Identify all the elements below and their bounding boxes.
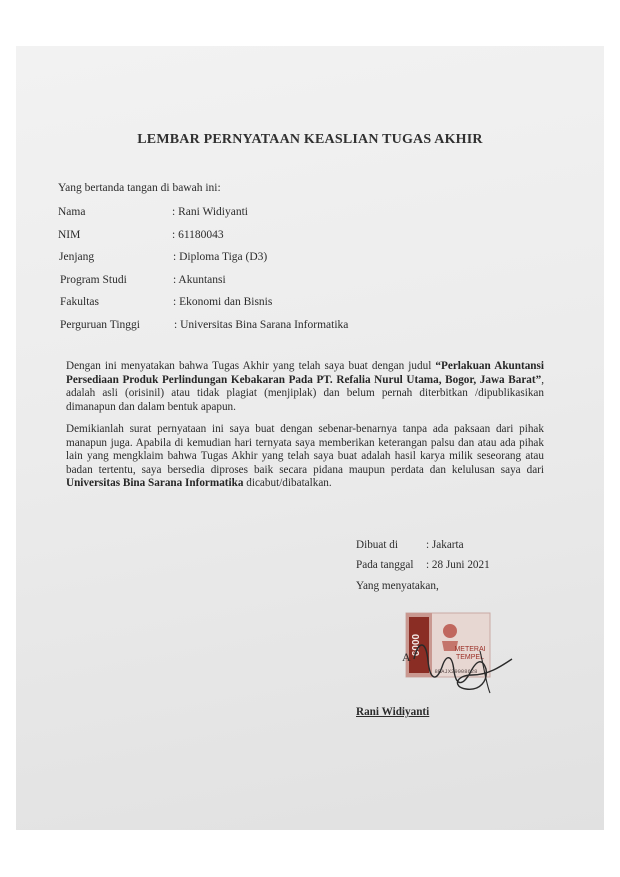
university-name: Universitas Bina Sarana Informatika — [66, 477, 244, 490]
field-label: Program Studi — [60, 274, 127, 286]
statement-closing: Yang menyatakan, — [356, 580, 439, 592]
stamp-serial: 8BAJX29008628 — [434, 668, 478, 675]
intro-text: Yang bertanda tangan di bawah ini: — [58, 182, 221, 194]
field-value: : Rani Widiyanti — [172, 206, 248, 218]
field-value: : Universitas Bina Sarana Informatika — [174, 319, 349, 331]
handwritten-signature — [396, 631, 516, 701]
date-value: : 28 Juni 2021 — [426, 559, 490, 571]
stamp-amount: 6000 — [411, 633, 422, 657]
date-row — [356, 559, 490, 571]
paragraph-text: Dengan ini menyatakan bahwa Tugas Akhir yang telah saya buat dengan judul — [66, 360, 436, 372]
field-label: NIM — [58, 229, 81, 241]
svg-text:A: A — [402, 650, 411, 664]
field-value: : Ekonomi dan Bisnis — [173, 296, 273, 308]
declaration-paragraph — [66, 423, 544, 491]
paragraph-text: dicabut/dibatalkan. — [243, 477, 332, 490]
document-title: LEMBAR PERNYATAAN KEASLIAN TUGAS AKHIR — [137, 132, 483, 147]
paragraph-text: Demikianlah surat pernyataan ini saya buat dengan sebenar-benarnya tanpa ada paksaan dari pihak manapun juga. Apabila di kemudian hari ternyata saya memberikan keterangan palsu dan atau ada pihak lain yang mengklaim bahwa Tugas Akhir yang telah saya buat adalah hasil karya milik seseorang atau badan tertentu, saya bersedia diproses baik secara pidana maupun perdata dan kelulusan saya dari — [66, 423, 544, 476]
stamp-label-2: TEMPEL — [455, 654, 485, 661]
place-row — [356, 539, 464, 551]
field-value: : Diploma Tiga (D3) — [173, 251, 268, 263]
place-label: Dibuat di — [356, 539, 398, 551]
field-value: : 61180043 — [172, 229, 224, 241]
signer-name: Rani Widiyanti — [356, 706, 430, 718]
place-value: : Jakarta — [426, 539, 464, 551]
paragraph-text: , adalah asli (orisinil) atau tidak plagiat (menjiplak) dan belum pernah diterbitkan /dipublikasikan dimanapun dan dalam bentuk apapun. — [66, 373, 544, 413]
field-label: Fakultas — [60, 296, 99, 308]
date-label: Pada tanggal — [356, 559, 414, 571]
field-value: : Akuntansi — [173, 274, 226, 286]
document-page — [16, 46, 604, 830]
statement-paragraph — [66, 360, 544, 414]
field-label: Jenjang — [59, 251, 95, 263]
thesis-title: “Perlakuan Akuntansi Persediaan Produk Perlindungan Kebakaran Pada PT. Refalia Nurul Utama, Bogor, Jawa Barat” — [66, 360, 544, 386]
field-label: Nama — [58, 206, 86, 218]
field-label: Perguruan Tinggi — [60, 319, 140, 331]
stamp-label-1: METERAI — [454, 646, 486, 653]
